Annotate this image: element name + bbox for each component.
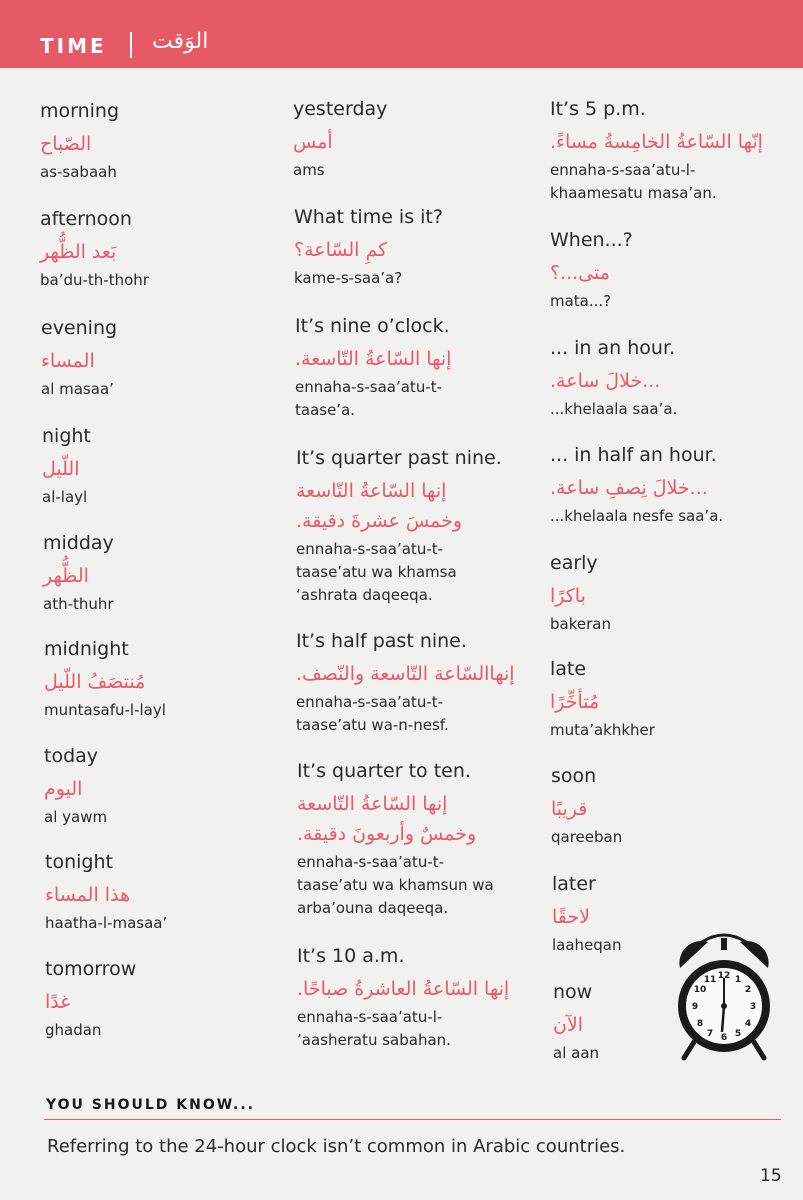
arabic-term: الآن	[553, 1014, 584, 1036]
transliteration: al-layl	[42, 488, 88, 506]
arabic-term: مُتأخِّرًا	[550, 691, 600, 713]
english-term: It’s quarter past nine.	[296, 447, 502, 469]
english-term: It’s quarter to ten.	[297, 760, 471, 782]
vocab-entry	[44, 744, 284, 829]
vocab-entry	[41, 316, 281, 401]
you-should-know-text: Referring to the 24-hour clock isn’t common in Arabic countries.	[47, 1136, 626, 1157]
transliteration: ghadan	[45, 1021, 102, 1039]
arabic-term: مُنتصَفُ اللّيل	[44, 671, 146, 693]
vocab-entry	[295, 314, 530, 422]
vocab-entry	[296, 446, 531, 607]
arabic-term: إنها السّاعةُ العاشرةُ صباحًا.	[297, 978, 510, 1000]
vocab-entry	[44, 637, 284, 722]
vocab-entry	[40, 99, 280, 184]
transliteration: ...khelaala saa’a.	[550, 400, 678, 418]
english-term: What time is it?	[294, 206, 443, 228]
arabic-term: إنها السّاعةُ التّاسعة	[296, 480, 447, 502]
arabic-term: هذا المساء	[45, 884, 131, 906]
english-term: morning	[40, 100, 120, 122]
transliteration: kame-s-saa’a?	[294, 269, 403, 287]
transliteration: ath-thuhr	[43, 595, 114, 613]
english-term: It’s half past nine.	[296, 630, 467, 652]
english-term: early	[550, 552, 598, 574]
transliteration: ennaha-s-saa’atu-t-	[297, 853, 445, 871]
arabic-term: اليوم	[44, 778, 83, 800]
divider	[44, 1119, 781, 1120]
vocab-entry	[293, 97, 528, 182]
vocab-entry	[297, 759, 532, 920]
clock-number: 2	[744, 985, 752, 995]
transliteration: as-sabaah	[40, 163, 117, 181]
transliteration: ennaha-s-saa’atu-l-	[297, 1008, 443, 1026]
english-term: night	[42, 425, 91, 447]
vocab-entry	[43, 531, 283, 616]
english-term: It’s 10 a.m.	[297, 945, 405, 967]
transliteration: arba’ouna daqeeqa.	[297, 899, 449, 917]
clock-number: 8	[696, 1019, 704, 1029]
arabic-term: بَعد الظُّهر	[40, 241, 117, 263]
arabic-term: قريبًا	[551, 798, 588, 820]
english-term: evening	[41, 317, 118, 339]
transliteration: taase’atu wa khamsa	[296, 563, 457, 581]
transliteration: ennaha-s-saa’atu-l-	[550, 161, 696, 179]
arabic-term: اللّيل	[42, 458, 80, 480]
english-term: midday	[43, 532, 114, 554]
transliteration: ’aasheratu sabahan.	[297, 1031, 451, 1049]
clock-number: 11	[703, 975, 717, 985]
transliteration: haatha-l-masaa’	[45, 914, 168, 932]
arabic-term: الصّباح	[40, 133, 92, 155]
transliteration: taase’a.	[295, 401, 356, 419]
clock-number: 4	[744, 1019, 752, 1029]
vocab-entry	[45, 850, 285, 935]
transliteration: ennaha-s-saa’atu-t-	[295, 378, 443, 396]
vocab-entry	[551, 764, 786, 849]
transliteration: ‘ashrata daqeeqa.	[296, 586, 433, 604]
vocab-entry	[294, 205, 529, 290]
english-term: yesterday	[293, 98, 388, 120]
english-term: tonight	[45, 851, 113, 873]
transliteration: khaamesatu masa’an.	[550, 184, 717, 202]
arabic-term: إنها السّاعةُ التّاسعة.	[295, 348, 452, 370]
transliteration: laaheqan	[552, 936, 622, 954]
arabic-term: إنهاالسّاعة التّاسعة والنّصف.	[296, 663, 515, 685]
transliteration: al masaa’	[41, 380, 114, 398]
transliteration: bakeran	[550, 615, 611, 633]
vocab-entry	[550, 228, 785, 313]
chapter-title: TIME	[40, 34, 107, 58]
arabic-term: غدًا	[45, 991, 71, 1013]
transliteration: qareeban	[551, 828, 623, 846]
arabic-term: متى...؟	[550, 262, 610, 284]
vocab-entry	[296, 629, 531, 737]
arabic-term: إنها السّاعةُ التّاسعة	[297, 793, 448, 815]
transliteration: ennaha-s-saa’atu-t-	[296, 693, 444, 711]
you-should-know-heading: YOU SHOULD KNOW...	[46, 1097, 255, 1113]
chapter-header	[0, 0, 803, 68]
title-divider	[130, 32, 132, 58]
english-term: late	[550, 658, 587, 680]
english-term: When...?	[550, 229, 633, 251]
transliteration: al yawm	[44, 808, 108, 826]
vocab-entry	[550, 336, 785, 421]
clock-number: 6	[720, 1033, 728, 1043]
transliteration: taase’atu wa-n-nesf.	[296, 716, 449, 734]
clock-number: 12	[717, 971, 731, 981]
transliteration: mata...?	[550, 292, 612, 310]
vocab-entry	[40, 207, 280, 292]
english-term: ... in half an hour.	[550, 444, 717, 466]
arabic-term: أمس	[293, 131, 333, 153]
vocab-entry	[42, 424, 282, 509]
english-term: now	[553, 981, 593, 1003]
transliteration: ams	[293, 161, 325, 179]
arabic-term: إنّها السّاعةُ الخامِسةُ مساءً.	[550, 131, 763, 153]
english-term: today	[44, 745, 99, 767]
transliteration: ennaha-s-saa’atu-t-	[296, 540, 444, 558]
transliteration: taase’atu wa khamsun wa	[297, 876, 494, 894]
arabic-term: ...خلالَ نِصفِ ساعة.	[550, 477, 708, 499]
english-term: midnight	[44, 638, 129, 660]
arabic-term: الظُّهر	[43, 565, 89, 587]
arabic-term: باكرًا	[550, 585, 586, 607]
english-term: later	[552, 873, 596, 895]
alarm-clock-icon	[672, 930, 776, 1062]
transliteration: ...khelaala nesfe saa’a.	[550, 507, 724, 525]
arabic-term: وخمسَ عشرةَ دقيقة.	[296, 510, 463, 532]
arabic-term: ...خلالَ ساعة.	[550, 370, 661, 392]
arabic-term: لاحقًا	[552, 906, 590, 928]
vocab-entry	[550, 443, 785, 528]
english-term: It’s 5 p.m.	[550, 98, 646, 120]
clock-number: 3	[749, 1002, 757, 1012]
chapter-title-arabic: الوَقت	[152, 29, 209, 54]
english-term: afternoon	[40, 208, 132, 230]
english-term: tomorrow	[45, 958, 137, 980]
clock-number: 7	[706, 1029, 714, 1039]
english-term: soon	[551, 765, 597, 787]
vocab-entry	[550, 97, 785, 205]
arabic-term: كمِ السّاعة؟	[294, 239, 388, 261]
vocab-entry	[550, 657, 785, 742]
vocab-entry	[550, 551, 785, 636]
arabic-term: وخمسٌ وأربعونَ دقيقة.	[297, 823, 477, 845]
transliteration: muntasafu-l-layl	[44, 701, 166, 719]
transliteration: ba’du-th-thohr	[40, 271, 149, 289]
english-term: ... in an hour.	[550, 337, 676, 359]
page-number: 15	[760, 1166, 782, 1186]
arabic-term: المساء	[41, 350, 95, 372]
clock-number: 1	[734, 975, 742, 985]
vocab-entry	[45, 957, 285, 1042]
vocab-entry	[297, 944, 532, 1052]
clock-number: 9	[691, 1002, 699, 1012]
english-term: It’s nine o’clock.	[295, 315, 450, 337]
transliteration: muta’akhkher	[550, 721, 655, 739]
clock-number: 10	[693, 985, 707, 995]
transliteration: al aan	[553, 1044, 600, 1062]
clock-number: 5	[734, 1029, 742, 1039]
